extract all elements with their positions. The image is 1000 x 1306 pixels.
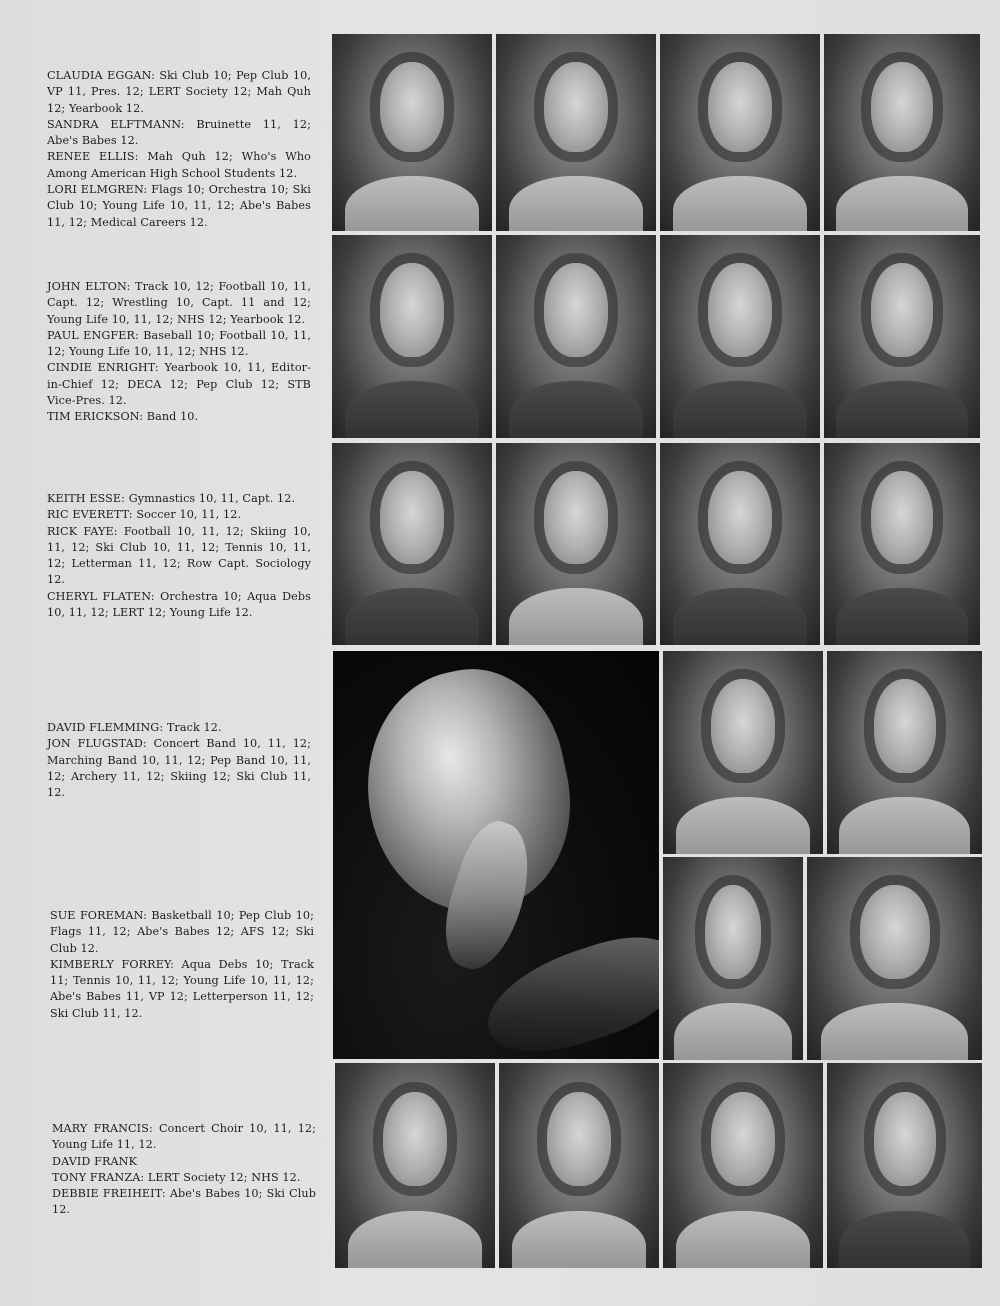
caption-entry: DAVID FLEMMING: Track 12. <box>47 721 222 734</box>
caption-entry: SANDRA ELFTMANN: Bruinette 11, 12; Abe's Babes 12. <box>47 117 311 148</box>
portrait-photo <box>332 34 492 231</box>
portrait-photo <box>663 857 803 1060</box>
portrait-photo <box>332 235 492 438</box>
portrait-photo <box>332 443 492 645</box>
portrait-photo <box>824 34 980 231</box>
caption-entry: RICK FAYE: Football 10, 11, 12; Skiing 10, 11, 12; Ski Club 10, 11, 12; Tennis 10, 11, 12; Letterman 11, 12; Row Capt. Sociology 12. <box>47 524 311 587</box>
portrait-photo <box>496 235 656 438</box>
caption-entry: DAVID FRANK <box>52 1154 138 1168</box>
portrait-photo <box>660 443 820 645</box>
portrait-photo <box>663 1063 823 1268</box>
caption-entry: MARY FRANCIS: Concert Choir 10, 11, 12; Young Life 11, 12. <box>52 1122 316 1152</box>
caption-entry: TONY FRANZA: LERT Society 12; NHS 12. <box>52 1170 301 1184</box>
caption-entry: TIM ERICKSON: Band 10. <box>47 410 199 424</box>
portrait-photo <box>660 235 820 438</box>
portrait-photo <box>660 34 820 231</box>
caption-entry: CINDIE ENRIGHT: Yearbook 10, 11, Editor-in-Chief 12; DECA 12; Pep Club 12; STB Vice-Pres. 12. <box>47 361 311 408</box>
portrait-photo <box>824 235 980 438</box>
portrait-photo <box>824 443 980 645</box>
caption-entry: JON FLUGSTAD: Concert Band 10, 11, 12; Marching Band 10, 11, 12; Pep Band 10, 11, 12; Archery 11, 12; Skiing 12; Ski Club 11, 12. <box>47 737 311 800</box>
portrait-photo <box>496 443 656 645</box>
caption-entry: KEITH ESSE: Gymnastics 10, 11, Capt. 12. <box>47 492 296 505</box>
portrait-photo <box>499 1063 659 1268</box>
caption-entry: SUE FOREMAN: Basketball 10; Pep Club 10; Flags 11, 12; Abe's Babes 12; AFS 12; Ski Club 12. <box>50 909 314 955</box>
portrait-photo <box>807 857 982 1060</box>
caption-entry: LORI ELMGREN: Flags 10; Orchestra 10; Ski Club 10; Young Life 10, 11, 12; Abe's Babes 11, 12; Medical Careers 12. <box>47 183 311 229</box>
caption-entry: RENEE ELLIS: Mah Quh 12; Who's Who Among American High School Students 12. <box>47 150 311 180</box>
caption-entry: CLAUDIA EGGAN: Ski Club 10; Pep Club 10, VP 11, Pres. 12; LERT Society 12; Mah Quh 12; Yearbook 12. <box>47 69 311 115</box>
portrait-photo <box>496 34 656 231</box>
portrait-photo <box>335 1063 495 1268</box>
caption-block-1 <box>47 68 311 231</box>
caption-entry: CHERYL FLATEN: Orchestra 10; Aqua Debs 10, 11, 12; LERT 12; Young Life 12. <box>47 589 311 620</box>
caption-entry: DEBBIE FREIHEIT: Abe's Babes 10; Ski Club 12. <box>52 1187 316 1217</box>
caption-entry: PAUL ENGFER: Baseball 10; Football 10, 11, 12; Young Life 10, 11, 12; NHS 12. <box>47 328 311 359</box>
caption-block-6 <box>52 1121 316 1219</box>
rose-photograph <box>333 651 659 1059</box>
caption-entry: KIMBERLY FORREY: Aqua Debs 10; Track 11; Tennis 10, 11, 12; Young Life 10, 11, 12; Abe's Babes 11, VP 12; Letterperson 11, 12; Ski Club 11, 12. <box>50 957 314 1020</box>
caption-block-2 <box>47 279 311 426</box>
caption-block-4 <box>47 720 311 801</box>
portrait-photo <box>827 1063 982 1268</box>
portrait-photo <box>663 651 823 854</box>
caption-block-3 <box>47 491 311 621</box>
caption-entry: RIC EVERETT: Soccer 10, 11, 12. <box>47 508 242 522</box>
caption-entry: JOHN ELTON: Track 10, 12; Football 10, 11, Capt. 12; Wrestling 10, Capt. 11 and 12; Young Life 10, 11, 12; NHS 12; Yearbook 12. <box>47 280 311 326</box>
caption-block-5 <box>50 908 314 1022</box>
portrait-photo <box>827 651 982 854</box>
